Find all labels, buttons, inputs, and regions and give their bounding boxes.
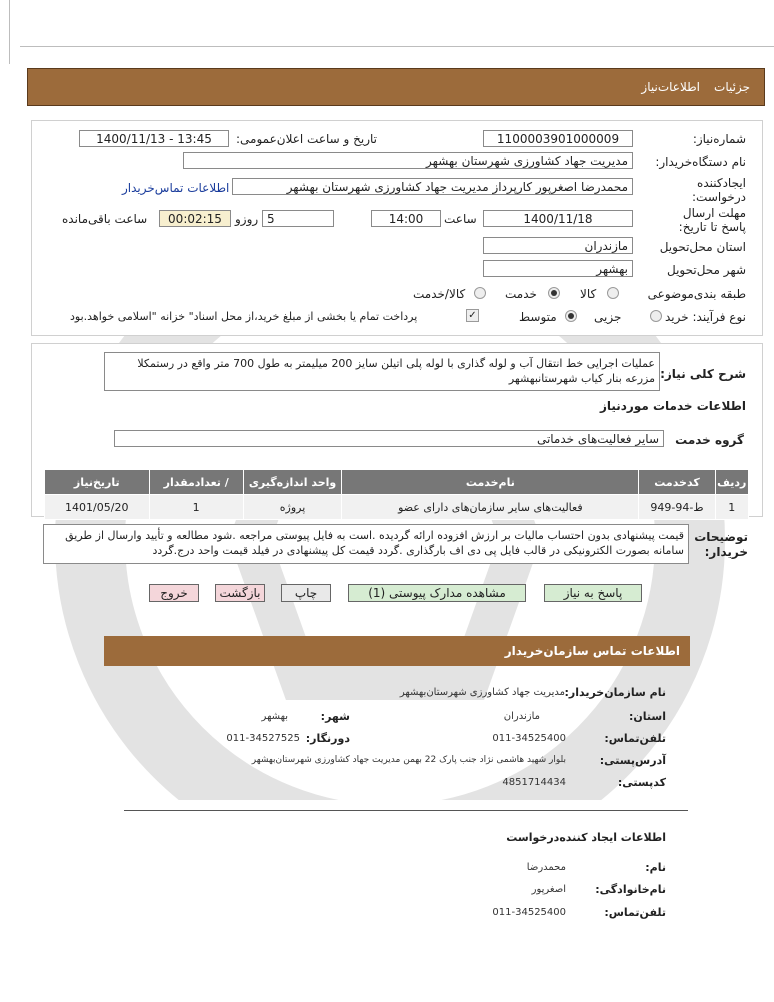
back-button[interactable]: بازگشت <box>215 584 265 602</box>
province-label: استان محل‌تحویل <box>659 240 746 254</box>
remaining-time-field: 00:02:15 <box>159 210 231 227</box>
category-option-service: خدمت <box>505 287 537 301</box>
process-radio-minor[interactable] <box>650 310 662 322</box>
deadline-date-field: 1400/11/18 <box>483 210 633 227</box>
city-field: بهشهر <box>483 260 633 277</box>
col-qty: / تعدادمقدار <box>149 470 243 495</box>
contact-phone-value: 011-34525400 <box>492 733 566 744</box>
days-field: 5 <box>262 210 334 227</box>
cell-code: ط-94-949 <box>639 495 715 520</box>
notes-label: توضیحات خریدار: <box>694 530 748 559</box>
contact-province-label: استان: <box>629 710 666 723</box>
announce-label: تاریخ و ساعت اعلان‌عمومی: <box>236 132 378 146</box>
contact-province-value: مازندران <box>503 711 540 722</box>
tab-details[interactable]: جزئیات <box>714 80 750 94</box>
services-title: اطلاعات خدمات موردنیاز <box>599 399 746 413</box>
contact-city-label: شهر: <box>320 710 350 723</box>
deadline-label: مهلت ارسال پاسخ تا تاریخ: <box>678 206 746 234</box>
attachments-button[interactable]: مشاهده مدارک پیوستی (1) <box>348 584 526 602</box>
left-frame-line <box>9 0 10 64</box>
cell-unit: پروژه <box>243 495 341 520</box>
deadline-time-field: 14:00 <box>371 210 441 227</box>
creator-info-title: اطلاعات ایجاد کننده‌درخواست <box>506 831 666 844</box>
contact-postal-value: 4851714434 <box>502 777 566 788</box>
device-field: مدیریت جهاد کشاورزی شهرستان بهشهر <box>183 152 633 169</box>
creator-family-value: اصغرپور <box>531 884 566 895</box>
process-buy-text: خرید <box>665 310 689 324</box>
category-radio-goods[interactable] <box>607 287 619 299</box>
process-option-minor: جزیی <box>594 310 622 324</box>
header-bar <box>27 68 765 106</box>
need-number-label: شماره‌نیاز: <box>692 132 746 146</box>
service-group-label: گروه خدمت <box>675 433 744 447</box>
tab-need-info[interactable]: اطلاعات‌نیاز <box>641 80 700 94</box>
remaining-label: ساعت باقی‌مانده <box>62 212 148 226</box>
need-number-field: 1100003901000009 <box>483 130 633 147</box>
buyer-contact-link[interactable]: اطلاعات تماس‌خریدار <box>122 181 230 195</box>
announce-field: 1400/11/13 - 13:45 <box>79 130 229 147</box>
contact-address-label: آدرس‌پستی: <box>599 754 666 767</box>
cell-name: فعالیت‌های سایر سازمان‌های دارای عضو <box>342 495 639 520</box>
creator-phone-label: تلفن‌تماس: <box>604 906 666 919</box>
contact-header <box>104 636 690 666</box>
contact-divider <box>124 810 688 811</box>
process-label: نوع فرآیند: <box>692 310 746 324</box>
reply-button[interactable]: پاسخ به نیاز <box>544 584 642 602</box>
service-group-field: سایر فعالیت‌های خدماتی <box>114 430 664 447</box>
table-row <box>45 495 749 520</box>
creator-name-value: محمدرضا <box>526 862 566 873</box>
creator-field: محمدرضا اصغرپور کارپرداز مدیریت جهاد کشاورزی شهرستان بهشهر <box>232 178 633 195</box>
exit-button[interactable]: خروج <box>149 584 199 602</box>
col-name: نام‌خدمت <box>342 470 639 495</box>
category-radio-goods-service[interactable] <box>474 287 486 299</box>
time-label: ساعت <box>444 212 477 226</box>
cell-row: 1 <box>715 495 748 520</box>
creator-name-label: نام: <box>645 861 666 874</box>
summary-field: عملیات اجرایی خط انتقال آب و لوله گذاری با لوله پلی اتیلن سایز 200 میلیمتر به طول 700 متر واقع در رستمکلا مزرعه بنار کیاب شهرستانبهشهر <box>104 352 660 391</box>
col-unit: واحد اندازه‌گیری <box>243 470 341 495</box>
contact-header-title: اطلاعات تماس سازمان‌خریدار <box>504 644 680 658</box>
contact-city-value: بهشهر <box>261 711 288 722</box>
cell-qty: 1 <box>149 495 243 520</box>
process-option-medium: متوسط <box>519 310 557 324</box>
contact-fax-value: 011-34527525 <box>226 733 300 744</box>
device-label: نام دستگاه‌خریدار: <box>655 155 746 169</box>
creator-phone-value: 011-34525400 <box>492 907 566 918</box>
contact-address-value: بلوار شهید هاشمی نژاد جنب پارک 22 بهمن مدیریت جهاد کشاورزی شهرستان‌بهشهر <box>251 755 566 765</box>
contact-postal-label: کدپستی: <box>617 776 666 789</box>
category-label: طبقه بندی‌موضوعی <box>647 287 746 301</box>
notes-field: قیمت پیشنهادی بدون احتساب مالیات بر ارزش افزوده ارائه گردیده .است به فایل پیوستی مراجعه .شود مطالعه و تأیید وارسال از طریق سامانه بصورت الکترونیکی در قالب فایل پی دی اف بارگذاری .گردد قیمت کل پیشنهادی در فیلد قیمت واحد درج.گردد <box>43 524 689 564</box>
org-label: نام سازمان‌خریدار: <box>564 686 666 699</box>
contact-phone-label: تلفن‌تماس: <box>604 732 666 745</box>
category-option-goods: کالا <box>580 287 597 301</box>
creator-family-label: نام‌خانوادگی: <box>595 883 666 896</box>
payment-note: پرداخت تمام یا بخشی از مبلغ خرید،از محل اسناد" خزانه "اسلامی خواهد.بود <box>70 310 418 323</box>
category-radio-service[interactable] <box>548 287 560 299</box>
services-table <box>44 469 749 520</box>
org-value: مدیریت جهاد کشاورزی شهرستان‌بهشهر <box>399 687 565 698</box>
days-label: روزو <box>235 212 259 226</box>
summary-label: شرح کلی نیاز: <box>660 367 746 381</box>
province-field: مازندران <box>483 237 633 254</box>
cell-date: 1401/05/20 <box>45 495 150 520</box>
col-row: ردیف <box>715 470 748 495</box>
category-option-goods-service: کالا/خدمت <box>413 287 466 301</box>
process-radio-medium[interactable] <box>565 310 577 322</box>
top-divider <box>20 46 774 47</box>
creator-label: ایجادکننده درخواست: <box>692 176 746 204</box>
contact-fax-label: دورنگار: <box>305 732 350 745</box>
city-label: شهر محل‌تحویل <box>667 263 746 277</box>
col-date: تاریخ‌نیاز <box>45 470 150 495</box>
payment-checkbox[interactable]: ✓ <box>466 309 479 322</box>
col-code: کدخدمت <box>639 470 715 495</box>
print-button[interactable]: چاپ <box>281 584 331 602</box>
